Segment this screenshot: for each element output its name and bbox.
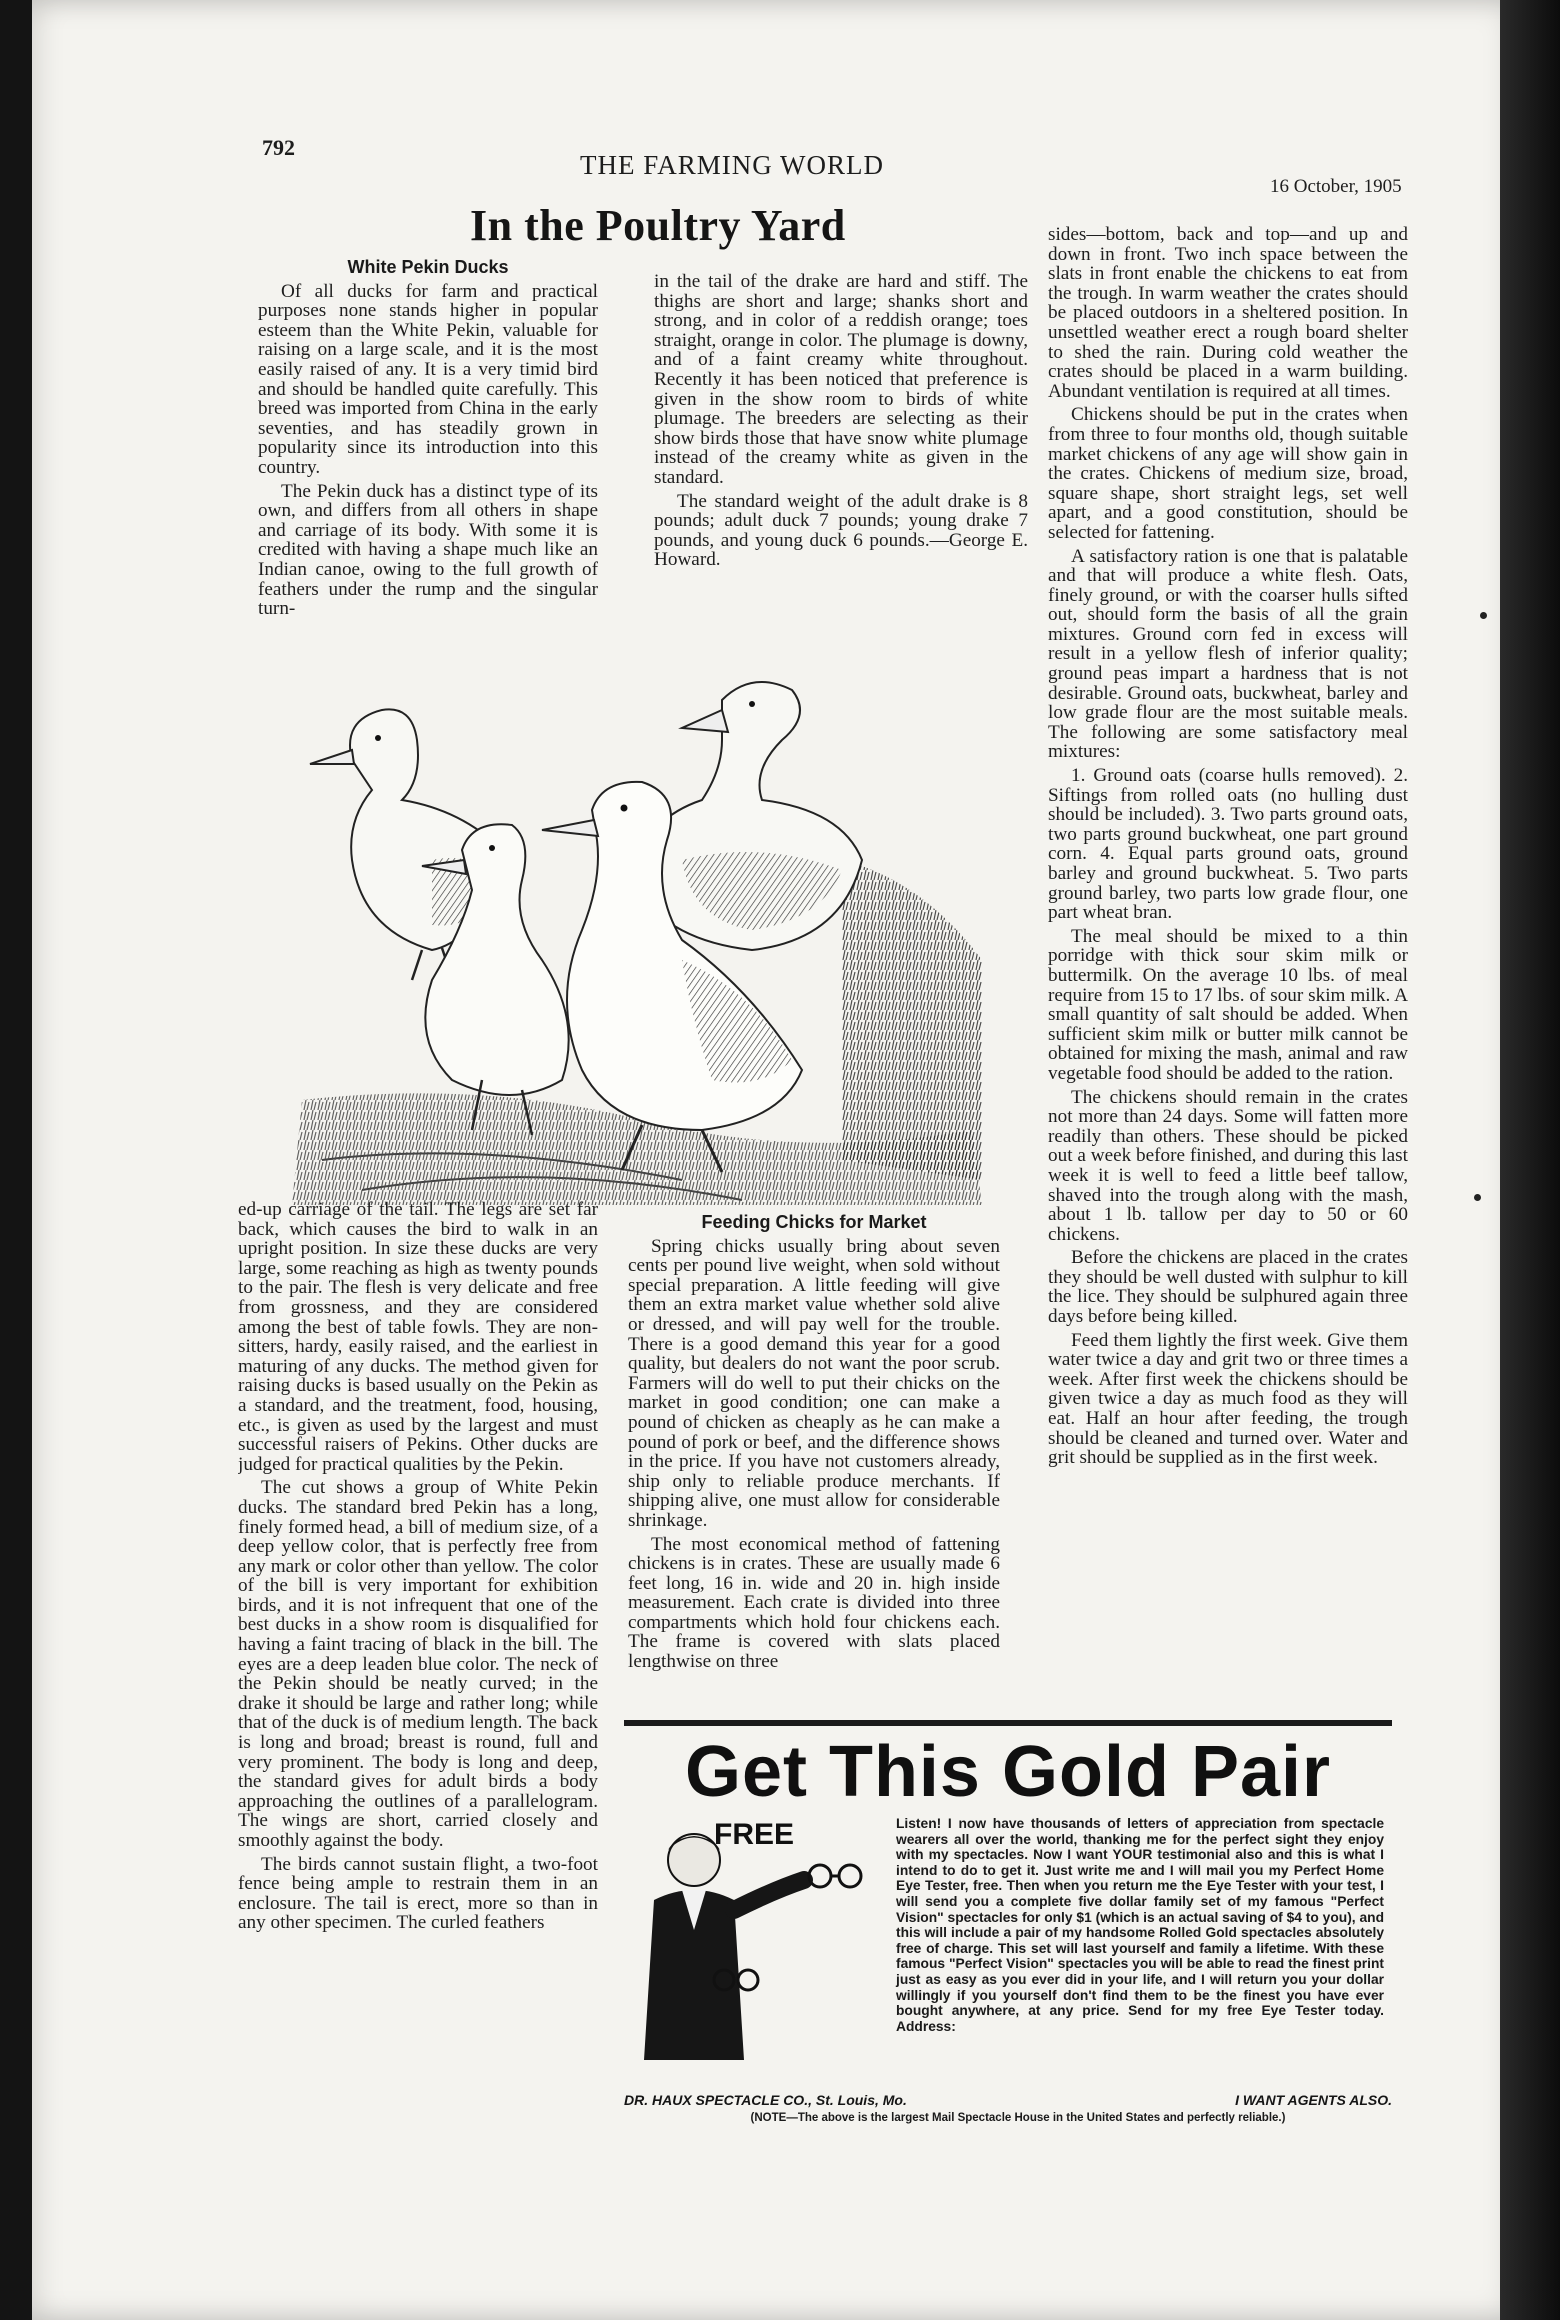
duck-middle xyxy=(422,824,569,1135)
pekin-ducks-illustration xyxy=(282,660,992,1205)
ad-body-text: Listen! I now have thousands of letters of appreciation from spectacle wearers all over the world, thanking me for the perfect sight they enjoy with my spectacles. Now I want YOUR testimonial also and this is what I intend to do to get it. Just write me and I will mail you my Perfect Home Eye Tester, free. Then when you return me the Eye Tester with your test, I will send you a complete five dollar family set of my famous "Perfect Vision" spectacles for only $1 (which is an actual saving of $4 to you), and this will include a pair of my handsome Rolled Gold spectacles absolutely free of charge. This set will last yourself and family a lifetime. With these famous "Perfect Vision" spectacles you will be able to read the finest print just as easy as you ever did in your life, and I will return you your dollar willingly if you yourself don't find them to be the finest you have ever bought anywhere, at any price. Send for my free Eye Tester today. Address: xyxy=(896,1816,1384,2034)
spectacle-advertisement xyxy=(624,1720,1392,2130)
ad-footer xyxy=(624,2092,1392,2108)
paragraph: in the tail of the drake are hard and stiff. The thighs are short and large; shanks short and strong, and in color of a reddish orange; toes straight, orange in color. The plumage is downy, and of a faint creamy white throughout. Recently it has been noticed that preference is given in the show room to birds of white plumage. The breeders are selecting as their show birds those that have snow white plumage instead of the creamy white as given in the standard. xyxy=(654,272,1028,488)
page-speck xyxy=(1480,612,1487,619)
paragraph: The meal should be mixed to a thin porridge with thick sour skim milk or buttermilk. On the average 10 lbs. of meal require from 15 to 17 lbs. of sour skim milk. A small quantity of salt should be added. When sufficient skim milk or butter milk cannot be obtained for mixing the mash, animal and raw vegetable food should be added to the ration. xyxy=(1048,925,1408,1084)
article-heading-white-pekin: White Pekin Ducks xyxy=(347,258,509,277)
ad-top-rule xyxy=(624,1720,1392,1726)
page-speck xyxy=(1474,1194,1481,1201)
ad-headline: Get This Gold Pair xyxy=(684,1732,1332,1812)
section-title: In the Poultry Yard xyxy=(470,201,846,250)
paragraph: Of all ducks for farm and practical purposes none stands higher in popular esteem than the White Pekin, valuable for raising on a large scale, and it is the most easily raised of any. It is a very timid bird and should be handled quite carefully. This breed was imported from China in the early seventies, and has steadily grown in popularity since its introduction into this country. xyxy=(258,280,598,478)
paragraph: A satisfactory ration is one that is palatable and that will produce a white flesh. Oats, finely ground, or with the coarser hulls sifted out, should form the basis of all the grain mixtures. Ground corn fed in excess will result in a yellow flesh of inferior quality; ground peas impart a hardness that is not desirable. Ground oats, buckwheat, barley and low grade flour are the most suitable meals. The following are some satisfactory meal mixtures: xyxy=(1048,545,1408,763)
page-number: 792 xyxy=(262,135,295,160)
paragraph: The most economical method of fattening chickens is in crates. These are usually made 6 feet long, 16 in. wide and 20 in. high inside measurement. Each crate is divided into three compartments which hold four chickens each. The frame is covered with slats placed lengthwise on three xyxy=(628,1533,1000,1673)
column-1-bottom xyxy=(238,1200,598,2080)
article-heading-feeding-chicks: Feeding Chicks for Market xyxy=(701,1213,927,1232)
paragraph: The Pekin duck has a distinct type of its own, and differs from all others in shape and carriage of its body. With some it is credited with having a shape much like an Indian canoe, owing to the full growth of feathers under the rump and the singular turn- xyxy=(258,480,598,620)
publication-title: THE FARMING WORLD xyxy=(580,150,884,180)
paragraph: The cut shows a group of White Pekin ducks. The standard bred Pekin has a long, finely formed head, a bill of medium size, of a deep yellow color, that is perfectly free from any mark or color other than yellow. The color of the bill is very important for exhibition birds, and it is not infrequent that one of the best ducks in a show room is disqualified for having a faint tracing of black in the bill. The eyes are a deep leaden blue color. The neck of the Pekin should be neatly curved; in the drake it should be large and rather long; while that of the duck is of medium length. The back is long and broad; breast is round, full and very prominent. The body is long and deep, the standard gives for adult birds a body approaching the outlines of a parallelogram. The wings are short, carried closely and smoothly against the body. xyxy=(238,1477,598,1851)
man-with-spectacles-illustration xyxy=(624,1820,894,2090)
paragraph: Feed them lightly the first week. Give them water twice a day and grit two or three times a week. After first week the chickens should be given twice a day as much food as they will eat. Half an hour after feeding, the trough should be cleaned and turned over. Water and grit should be supplied as in the first week. xyxy=(1048,1329,1408,1469)
book-edge xyxy=(1500,0,1560,2320)
paragraph: 1. Ground oats (coarse hulls removed). 2. Siftings from rolled oats (no hulling dust should be included). 3. Two parts ground oats, two parts ground buckwheat, one part ground corn. 4. Equal parts ground oats, ground barley and ground buckwheat. 5. Two parts ground barley, two parts low grade flour, one part wheat bran. xyxy=(1048,765,1408,924)
column-1-top xyxy=(258,258,598,638)
paragraph: Before the chickens are placed in the crates they should be well dusted with sulphur to kill the lice. They should be sulphured again three days before being killed. xyxy=(1048,1247,1408,1328)
issue-date: 16 October, 1905 xyxy=(1270,176,1402,197)
column-2-top xyxy=(654,272,1028,647)
paragraph: ed-up carriage of the tail. The legs are set far back, which causes the bird to walk in an upright position. In size these ducks are very large, some reaching as high as twenty pounds to the pair. The flesh is very delicate and free from grossness, and they are considered among the best of table fowls. They are non-sitters, hardy, easily raised, and the earliest in maturing of any ducks. The method given for raising ducks is based usually on the Pekin as a standard, and the treatment, food, housing, etc., is given as used by the largest and must successful raisers of Pekins. Other ducks are judged for practical qualities by the Pekin. xyxy=(238,1200,598,1475)
paragraph: The chickens should remain in the crates not more than 24 days. Some will fatten more readily than others. These should be picked out a week before finished, and during this last week it is well to feed a little beef tallow, shaved into the trough along with the mash, about 1 lb. tallow per day to 50 or 60 chickens. xyxy=(1048,1086,1408,1245)
ad-note: (NOTE—The above is the largest Mail Spectacle House in the United States and perfectly reliable.) xyxy=(750,2112,1286,2124)
column-2-bottom xyxy=(628,1213,1000,1703)
paragraph: The standard weight of the adult drake is 8 pounds; adult duck 7 pounds; young drake 7 pounds, and young duck 6 pounds.—George E. Howard. xyxy=(654,490,1028,571)
paragraph: sides—bottom, back and top—and up and down in front. Two inch space between the slats in front enable the chickens to eat from the trough. In warm weather the crates should be placed outdoors in a sheltered position. In unsettled weather erect a rough board shelter to shed the rain. During cold weather the crates should be placed in a warm building. Abundant ventilation is required at all times. xyxy=(1048,225,1408,402)
ad-agents: I WANT AGENTS ALSO. xyxy=(1235,2092,1392,2108)
paragraph: Chickens should be put in the crates when from three to four months old, though suitable market chickens of any age will show gain in the crates. Chickens of medium size, broad, square shape, short straight legs, set well apart, and a good constitution, should be selected for fattening. xyxy=(1048,404,1408,543)
ad-company: DR. HAUX SPECTACLE CO., St. Louis, Mo. xyxy=(624,2092,907,2108)
ad-free-label: FREE xyxy=(714,1818,795,1851)
column-3 xyxy=(1048,225,1408,1785)
paragraph: The birds cannot sustain flight, a two-foot fence being ample to restrain them in an enclosure. The tail is erect, more so than in any other specimen. The curled feathers xyxy=(238,1853,598,1934)
paragraph: Spring chicks usually bring about seven cents per pound live weight, when sold without special preparation. A little feeding will give them an extra market value whether sold alive or dressed, and will pay well for the trouble. There is a good demand this year for a good quality, but dealers do not want the poor scrub. Farmers will do well to put their chicks on the market in good condition; one can make a pound of chicken as cheaply as he can make a pound of pork or beef, and the difference shows in the price. If you have not customers already, ship only to reliable produce merchants. If shipping alive, one must allow for considerable shrinkage. xyxy=(628,1235,1000,1531)
